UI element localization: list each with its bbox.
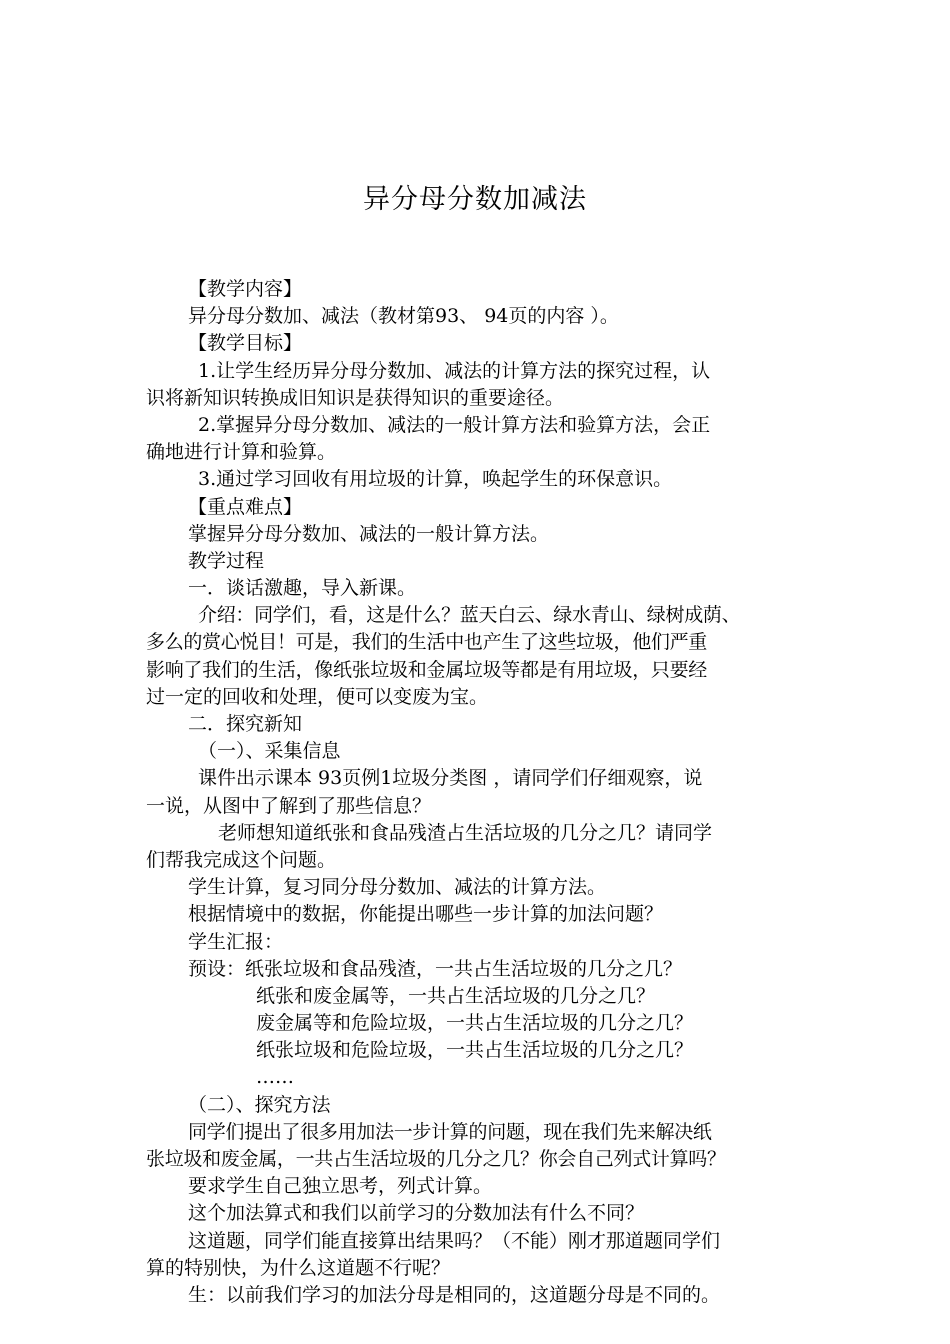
section-heading-content: 【教学内容】 [188, 278, 303, 300]
paragraph-line: 同学们提出了很多用加法一步计算的问题，现在我们先来解决纸 [188, 1120, 712, 1143]
paragraph-line: 1.让学生经历异分母分数加、减法的计算方法的探究过程，认 [198, 359, 711, 382]
paragraph-line: 影响了我们的生活，像纸张垃圾和金属垃圾等都是有用垃圾，只要经 [146, 658, 708, 681]
paragraph-line: 确地进行计算和验算。 [146, 441, 337, 464]
section-heading-process: 教学过程 [188, 549, 265, 572]
paragraph-line: 课件出示课本 93页例1垃圾分类图 ，请同学们仔细观察，说 [198, 767, 703, 790]
paragraph-line: 老师想知道纸张和食品残渣占生活垃圾的几分之几？请同学 [218, 821, 713, 844]
paragraph-line: 掌握异分母分数加、减法的一般计算方法。 [188, 522, 550, 545]
list-item: 预设：纸张垃圾和食品残渣，一共占生活垃圾的几分之几？ [188, 957, 683, 980]
section-heading-one: 一．谈话激趣，导入新课。 [188, 577, 417, 600]
list-item: 纸张垃圾和危险垃圾，一共占生活垃圾的几分之几？ [256, 1039, 694, 1062]
subsection-heading: （一）、采集信息 [198, 740, 341, 763]
paragraph-line: 2.掌握异分母分数加、减法的一般计算方法和验算方法，会正 [198, 413, 711, 436]
paragraph-line: 一说，从图中了解到了那些信息？ [146, 794, 432, 817]
paragraph-line: 学生计算，复习同分母分数加、减法的计算方法。 [188, 876, 607, 899]
paragraph-line: 生：以前我们学习的加法分母是相同的，这道题分母是不同的。 [188, 1283, 721, 1306]
list-item: …… [256, 1066, 294, 1089]
list-item: 纸张和废金属等，一共占生活垃圾的几分之几？ [256, 984, 656, 1007]
paragraph-line: 识将新知识转换成旧知识是获得知识的重要途径。 [146, 386, 565, 409]
paragraph-line: 介绍：同学们，看，这是什么？蓝天白云、绿水青山、绿树成荫、 [198, 604, 741, 627]
paragraph-line: 这道题，同学们能直接算出结果吗？（不能）刚才那道题同学们 [188, 1229, 721, 1252]
paragraph-line: 们帮我完成这个问题。 [146, 848, 337, 871]
paragraph-line: 多么的赏心悦目！可是，我们的生活中也产生了这些垃圾，他们严重 [146, 631, 708, 654]
paragraph-line: 异分母分数加、减法（教材第93、 94页的内容 ）。 [188, 305, 619, 328]
section-heading-key-points: 【重点难点】 [188, 495, 303, 518]
list-item: 废金属等和危险垃圾，一共占生活垃圾的几分之几？ [256, 1012, 694, 1035]
paragraph-line: 张垃圾和废金属，一共占生活垃圾的几分之几？你会自己列式计算吗？ [146, 1148, 726, 1170]
paragraph-line: 要求学生自己独立思考，列式计算。 [188, 1175, 493, 1198]
paragraph-line: 算的特别快，为什么这道题不行呢？ [146, 1256, 451, 1279]
paragraph-line: 3.通过学习回收有用垃圾的计算，唤起学生的环保意识。 [198, 468, 673, 491]
paragraph-line: 学生汇报： [188, 930, 284, 953]
section-heading-two: 二．探究新知 [188, 713, 303, 735]
document-title: 异分母分数加减法 [363, 184, 587, 215]
document-body [146, 276, 828, 1309]
section-heading-goals: 【教学目标】 [188, 332, 303, 355]
paragraph-line: 这个加法算式和我们以前学习的分数加法有什么不同？ [188, 1202, 645, 1225]
paragraph-line: 根据情境中的数据，你能提出哪些一步计算的加法问题？ [188, 903, 664, 926]
paragraph-line: 过一定的回收和处理，便可以变废为宝。 [146, 685, 489, 708]
subsection-heading: （二）、探究方法 [188, 1093, 331, 1116]
